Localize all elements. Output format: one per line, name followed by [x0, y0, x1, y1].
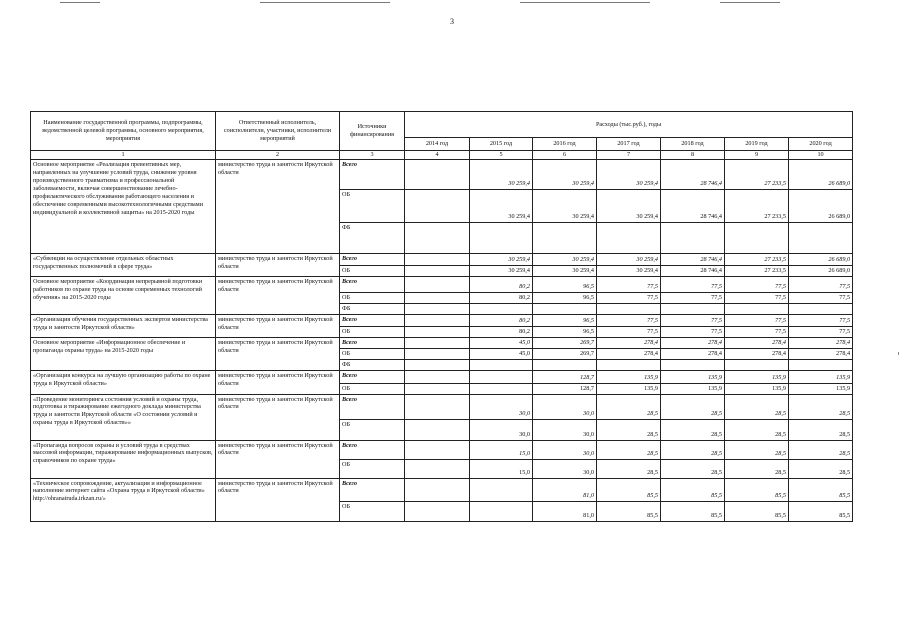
responsible-cell: министерство труда и занятости Иркутской области: [216, 159, 340, 253]
table-row: [31, 394, 853, 419]
expense-value-cell: [470, 501, 533, 521]
responsible-cell: министерство труда и занятости Иркутской области: [216, 314, 340, 337]
header-column-index: 7: [597, 151, 661, 160]
expense-value-cell: [405, 326, 470, 337]
expense-value-cell: 45,0: [470, 348, 533, 359]
funding-source-cell: ОБ: [340, 292, 405, 303]
expense-value-cell: 30 259,4: [470, 253, 533, 265]
program-name-cell: «Техническое сопровождение, актуализация и информационное наполнение интернет сайта «Охрана труда в Иркутской области» http://ohranatruda.irkzan.ru/»: [31, 478, 216, 521]
expense-value-cell: 30 259,4: [470, 265, 533, 276]
expense-value-cell: 135,9: [661, 370, 725, 383]
expense-value-cell: [725, 303, 789, 314]
expense-value-cell: 77,5: [725, 326, 789, 337]
funding-source-cell: Всего: [340, 276, 405, 292]
header-column-index: 3: [340, 151, 405, 160]
expense-value-cell: 80,2: [470, 276, 533, 292]
program-name-cell: Основное мероприятие «Координация непрерывной подготовки работников по охране труда на основе современных технологий обучения» на 2015-2020 годы: [31, 276, 216, 314]
expense-value-cell: 85,5: [661, 501, 725, 521]
header-column-index: 4: [405, 151, 470, 160]
scan-artifact-line: [520, 2, 650, 3]
expense-value-cell: 28,5: [597, 419, 661, 440]
expense-value-cell: 28,5: [789, 440, 853, 459]
expense-value-cell: 77,5: [789, 292, 853, 303]
expense-value-cell: [405, 159, 470, 189]
expense-value-cell: 26 689,0: [789, 265, 853, 276]
expense-value-cell: 30 259,4: [597, 253, 661, 265]
program-name-cell: «Организация обучения государственных экспертов министерства труда и занятости Иркутской области»: [31, 314, 216, 337]
table-row: [31, 253, 853, 265]
expense-value-cell: 135,9: [597, 383, 661, 394]
expense-value-cell: 30 259,4: [597, 265, 661, 276]
expense-value-cell: 28 746,4: [661, 189, 725, 222]
expense-value-cell: 28 746,4: [661, 253, 725, 265]
responsible-cell: министерство труда и занятости Иркутской области: [216, 276, 340, 314]
expense-value-cell: 135,9: [789, 383, 853, 394]
expense-value-cell: [597, 303, 661, 314]
expense-value-cell: [470, 303, 533, 314]
funding-source-cell: Всего: [340, 159, 405, 189]
header-year: 2019 год: [725, 138, 789, 151]
expense-value-cell: 85,5: [789, 478, 853, 501]
expense-value-cell: 30 259,4: [597, 159, 661, 189]
program-name-cell: «Пропаганда вопросов охраны и условий труда в средствах массовой информации, тиражирование информационных выпусков, справочников по охране труда»: [31, 440, 216, 478]
expense-value-cell: [405, 383, 470, 394]
expense-value-cell: 15,0: [470, 459, 533, 478]
header-year: 2020 год: [789, 138, 853, 151]
program-name-cell: Основное мероприятие «Реализация превентивных мер, направленных на улучшение условий труда, снижение уровня производственного травматизма и профессиональной заболеваемости, включая совершенствование лечебно-профилактического обслуживания работающего населения и обеспечение современными высокотехнологичными средствами индивидуальной и коллективной защиты» на 2015-2020 годы: [31, 159, 216, 253]
table-row: [31, 440, 853, 459]
expense-value-cell: [405, 501, 470, 521]
expense-value-cell: [405, 253, 470, 265]
expense-value-cell: [405, 440, 470, 459]
expense-value-cell: [405, 314, 470, 326]
expense-value-cell: 30,0: [470, 419, 533, 440]
header-column-index: 1: [31, 151, 216, 160]
expense-value-cell: [405, 276, 470, 292]
header-column-index: 8: [661, 151, 725, 160]
header-column-index: 6: [533, 151, 597, 160]
expense-value-cell: 30,0: [533, 459, 597, 478]
header-name: Наименование государственной программы, подпрограммы, ведомственной целевой программы, основного мероприятия, мероприятия: [31, 112, 216, 151]
responsible-cell: министерство труда и занятости Иркутской области: [216, 440, 340, 478]
expense-value-cell: 28,5: [789, 459, 853, 478]
expense-value-cell: [661, 359, 725, 370]
table-row: [31, 478, 853, 501]
expense-value-cell: 27 233,5: [725, 159, 789, 189]
expense-value-cell: 28,5: [597, 459, 661, 478]
expense-value-cell: 278,4: [789, 337, 853, 348]
expenses-table: [30, 111, 853, 522]
expense-value-cell: 28,5: [725, 459, 789, 478]
expense-value-cell: [470, 383, 533, 394]
expense-value-cell: 30 259,4: [533, 253, 597, 265]
scan-artifact-line: [260, 2, 390, 3]
expense-value-cell: 96,5: [533, 314, 597, 326]
expense-value-cell: 81,0: [533, 501, 597, 521]
header-expenses: Расходы (тыс.руб.), годы: [405, 112, 853, 138]
expense-value-cell: 45,0: [470, 337, 533, 348]
funding-source-cell: Всего: [340, 337, 405, 348]
expense-value-cell: 77,5: [661, 314, 725, 326]
expense-value-cell: [470, 359, 533, 370]
program-name-cell: «Проведение мониторинга состояния условий и охраны труда, подготовка и тиражирование ежегодного доклада министерства труда и занятости Иркутской области «О состоянии условий и охраны труда в Иркутской области»»: [31, 394, 216, 440]
expense-value-cell: 85,5: [789, 501, 853, 521]
funding-source-cell: ОБ: [340, 459, 405, 478]
expense-value-cell: 278,4: [661, 348, 725, 359]
funding-source-cell: ОБ: [340, 501, 405, 521]
expense-value-cell: 278,4: [725, 337, 789, 348]
expense-value-cell: 28,5: [789, 419, 853, 440]
expense-value-cell: [597, 359, 661, 370]
expense-value-cell: 278,4: [789, 348, 853, 359]
expense-value-cell: 85,5: [725, 501, 789, 521]
expense-value-cell: 81,0: [533, 478, 597, 501]
expense-value-cell: 28,5: [725, 394, 789, 419]
table-row: [31, 276, 853, 292]
funding-source-cell: Всего: [340, 478, 405, 501]
header-column-index: 10: [789, 151, 853, 160]
expense-value-cell: 77,5: [661, 326, 725, 337]
table-row: [31, 314, 853, 326]
responsible-cell: министерство труда и занятости Иркутской области: [216, 337, 340, 370]
funding-source-cell: Всего: [340, 314, 405, 326]
expense-value-cell: [405, 337, 470, 348]
expense-value-cell: 85,5: [597, 501, 661, 521]
expense-value-cell: [405, 478, 470, 501]
expense-value-cell: 26 689,0: [789, 159, 853, 189]
expense-value-cell: 135,9: [789, 370, 853, 383]
header-year: 2015 год: [470, 138, 533, 151]
expense-value-cell: 77,5: [725, 292, 789, 303]
table-row: [31, 337, 853, 348]
table-header: [31, 112, 853, 160]
expense-value-cell: 30 259,4: [533, 159, 597, 189]
expense-value-cell: [405, 265, 470, 276]
expense-value-cell: 96,5: [533, 292, 597, 303]
funding-source-cell: ОБ: [340, 419, 405, 440]
expense-value-cell: [789, 222, 853, 253]
expense-value-cell: 77,5: [597, 276, 661, 292]
page-number: 3: [450, 17, 454, 26]
responsible-cell: министерство труда и занятости Иркутской области: [216, 478, 340, 521]
expense-value-cell: 77,5: [789, 314, 853, 326]
expense-value-cell: 28,5: [661, 459, 725, 478]
header-source: Источники финансирования: [340, 112, 405, 151]
expense-value-cell: 269,7: [533, 348, 597, 359]
expense-value-cell: 28,5: [661, 440, 725, 459]
expense-value-cell: 269,7: [533, 337, 597, 348]
expense-value-cell: 128,7: [533, 383, 597, 394]
funding-source-cell: Всего: [340, 440, 405, 459]
expense-value-cell: [533, 222, 597, 253]
expense-value-cell: 85,5: [725, 478, 789, 501]
funding-source-cell: ФБ: [340, 303, 405, 314]
expense-value-cell: 30 259,4: [470, 189, 533, 222]
program-name-cell: Основное мероприятие «Информационное обеспечение и пропаганда охраны труда» на 2015-2020 годы: [31, 337, 216, 370]
scan-artifact-line: [60, 2, 100, 3]
expense-value-cell: [661, 222, 725, 253]
header-responsible: Ответственный исполнитель, соисполнители, участники, исполнители мероприятий: [216, 112, 340, 151]
header-column-index: 5: [470, 151, 533, 160]
table-row: [31, 159, 853, 189]
funding-source-cell: Всего: [340, 394, 405, 419]
funding-source-cell: ФБ: [340, 222, 405, 253]
expense-value-cell: [470, 222, 533, 253]
expense-value-cell: 15,0: [470, 440, 533, 459]
expense-value-cell: [405, 459, 470, 478]
expense-value-cell: 135,9: [597, 370, 661, 383]
expense-value-cell: 77,5: [725, 314, 789, 326]
expense-value-cell: [661, 303, 725, 314]
expense-value-cell: 28 746,4: [661, 265, 725, 276]
funding-source-cell: ФБ: [340, 359, 405, 370]
funding-source-cell: ОБ: [340, 348, 405, 359]
expense-value-cell: 30,0: [533, 440, 597, 459]
expense-value-cell: 77,5: [789, 276, 853, 292]
expense-value-cell: 30 259,4: [597, 189, 661, 222]
expense-value-cell: 30 259,4: [533, 265, 597, 276]
expense-value-cell: 96,5: [533, 276, 597, 292]
expense-value-cell: [405, 222, 470, 253]
expense-value-cell: 27 233,5: [725, 189, 789, 222]
expense-value-cell: [405, 419, 470, 440]
responsible-cell: министерство труда и занятости Иркутской области: [216, 394, 340, 440]
expense-value-cell: [789, 359, 853, 370]
expense-value-cell: 85,5: [661, 478, 725, 501]
expense-value-cell: 80,2: [470, 292, 533, 303]
expense-value-cell: 28,5: [661, 419, 725, 440]
scan-artifact-line: [720, 2, 780, 3]
expense-value-cell: 30,0: [470, 394, 533, 419]
header-column-index: 2: [216, 151, 340, 160]
expense-value-cell: [470, 370, 533, 383]
funding-source-cell: ОБ: [340, 189, 405, 222]
expense-value-cell: 77,5: [661, 292, 725, 303]
expense-value-cell: 135,9: [661, 383, 725, 394]
expense-value-cell: 30,0: [533, 419, 597, 440]
expense-value-cell: [405, 292, 470, 303]
header-year: 2016 год: [533, 138, 597, 151]
program-name-cell: «Субвенции на осуществление отдельных областных государственных полномочий в сфере труда»: [31, 253, 216, 276]
expense-value-cell: 28,5: [661, 394, 725, 419]
header-year: 2018 год: [661, 138, 725, 151]
expense-value-cell: 80,2: [470, 326, 533, 337]
expense-value-cell: 77,5: [597, 314, 661, 326]
funding-source-cell: ОБ: [340, 383, 405, 394]
expense-value-cell: 28 746,4: [661, 159, 725, 189]
expense-value-cell: 30,0: [533, 394, 597, 419]
expense-value-cell: 27 233,5: [725, 265, 789, 276]
expense-value-cell: 30 259,4: [533, 189, 597, 222]
expense-value-cell: 28,5: [789, 394, 853, 419]
expense-value-cell: [405, 359, 470, 370]
header-year: 2017 год: [597, 138, 661, 151]
expense-value-cell: 278,4: [725, 348, 789, 359]
expense-value-cell: 27 233,5: [725, 253, 789, 265]
scan-artifact-mark: [898, 352, 899, 355]
funding-source-cell: ОБ: [340, 265, 405, 276]
responsible-cell: министерство труда и занятости Иркутской области: [216, 370, 340, 394]
expense-value-cell: 278,4: [597, 348, 661, 359]
expense-value-cell: [405, 303, 470, 314]
expense-value-cell: [789, 303, 853, 314]
expense-value-cell: [405, 394, 470, 419]
funding-source-cell: Всего: [340, 253, 405, 265]
expense-value-cell: [597, 222, 661, 253]
expense-value-cell: 135,9: [725, 383, 789, 394]
expense-value-cell: 77,5: [597, 326, 661, 337]
expense-value-cell: [405, 370, 470, 383]
expense-value-cell: 28,5: [597, 394, 661, 419]
expense-value-cell: [725, 222, 789, 253]
expense-value-cell: [533, 359, 597, 370]
expense-value-cell: 77,5: [725, 276, 789, 292]
expense-value-cell: 80,2: [470, 314, 533, 326]
expense-value-cell: [533, 303, 597, 314]
header-year: 2014 год: [405, 138, 470, 151]
expense-value-cell: 30 259,4: [470, 159, 533, 189]
table-row: [31, 370, 853, 383]
expense-value-cell: 28,5: [725, 440, 789, 459]
header-column-index: 9: [725, 151, 789, 160]
expense-value-cell: 77,5: [789, 326, 853, 337]
expense-value-cell: 85,5: [597, 478, 661, 501]
program-name-cell: «Организация конкурса на лучшую организацию работы по охране труда в Иркутской области»: [31, 370, 216, 394]
expense-value-cell: [405, 189, 470, 222]
expense-value-cell: 28,5: [725, 419, 789, 440]
expense-value-cell: 26 689,0: [789, 253, 853, 265]
expense-value-cell: [405, 348, 470, 359]
expense-value-cell: 77,5: [661, 276, 725, 292]
expense-value-cell: 28,5: [597, 440, 661, 459]
expense-value-cell: 278,4: [661, 337, 725, 348]
expense-value-cell: 128,7: [533, 370, 597, 383]
expense-value-cell: 77,5: [597, 292, 661, 303]
expense-value-cell: 278,4: [597, 337, 661, 348]
expense-value-cell: [725, 359, 789, 370]
expense-value-cell: 96,5: [533, 326, 597, 337]
funding-source-cell: Всего: [340, 370, 405, 383]
expense-value-cell: 135,9: [725, 370, 789, 383]
expense-value-cell: [470, 478, 533, 501]
funding-source-cell: ОБ: [340, 326, 405, 337]
responsible-cell: министерство труда и занятости Иркутской области: [216, 253, 340, 276]
expense-value-cell: 26 689,0: [789, 189, 853, 222]
